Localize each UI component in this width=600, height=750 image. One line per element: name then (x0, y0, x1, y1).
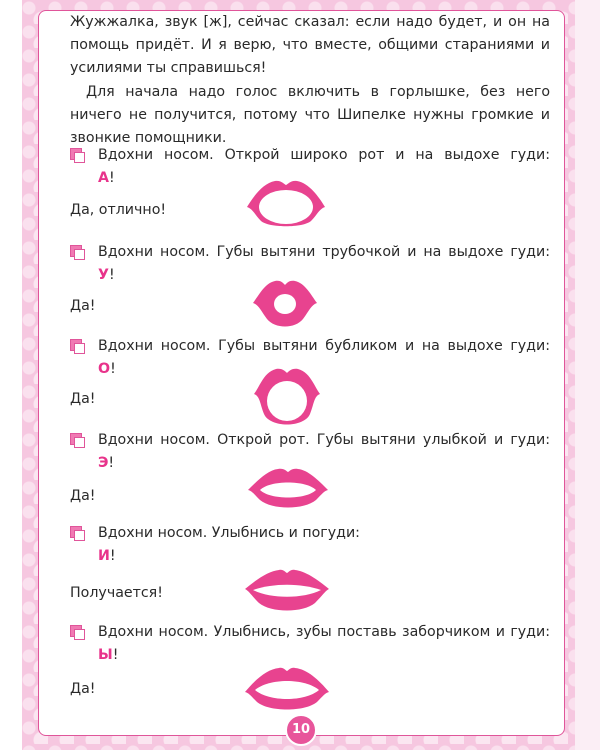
exercise-instruction: Вдохни носом. Губы вытяни трубочкой и на выдохе гуди: (98, 244, 550, 260)
exercise-instruction: Вдохни носом. Открой широко рот и на выдохе гуди: (98, 147, 550, 163)
exercise-reply: Да! (70, 298, 96, 314)
tube-lips-icon (251, 277, 319, 329)
exercise-bullet-icon (70, 433, 85, 448)
exercise-item: Вдохни носом. Улыбнись и погуди: И! (70, 522, 550, 568)
page-number-badge: 10 (285, 714, 317, 746)
exercise-item: Вдохни носом. Губы вытяни бубликом и на выдохе гуди: О! (70, 335, 550, 381)
exercise-bullet-icon (70, 245, 85, 260)
round-lips-icon (252, 364, 322, 432)
exercise-reply: Да! (70, 681, 96, 697)
exercise-item: Вдохни носом. Улыбнись, зубы поставь заборчиком и гуди: Ы! (70, 621, 550, 667)
smile-open-lips-icon (246, 466, 330, 510)
exercise-reply: Получается! (70, 585, 163, 601)
exercise-item: Вдохни носом. Открой широко рот и на выдохе гуди: А! (70, 144, 550, 190)
sound-letter: Э (98, 455, 109, 471)
sound-letter: У (98, 267, 109, 283)
exercise-instruction: Вдохни носом. Улыбнись и погуди: (98, 525, 360, 541)
exercise-bullet-icon (70, 526, 85, 541)
exercise-reply: Да! (70, 488, 96, 504)
exercise-bullet-icon (70, 625, 85, 640)
exercise-reply: Да, отлично! (70, 202, 167, 218)
page-edge (575, 0, 600, 750)
intro-paragraph-2: Для начала надо голос включить в горлышке, без него ничего не получится, потому что Шипелке нужны громкие и звонкие помощники. (70, 84, 550, 146)
sound-letter: Ы (98, 647, 113, 663)
exercise-instruction: Вдохни носом. Губы вытяни бубликом и на выдохе гуди: (98, 338, 550, 354)
smile-lips-icon (243, 567, 331, 613)
sound-letter: О (98, 361, 111, 377)
exercise-bullet-icon (70, 339, 85, 354)
exercise-item: Вдохни носом. Губы вытяни трубочкой и на выдохе гуди: У! (70, 241, 550, 287)
intro-paragraph-1: Жужжалка, звук [ж], сейчас сказал: если надо будет, и он на помощь придёт. И я верю, что вместе, общими стараниями и усилиями ты справишься! (70, 14, 550, 76)
exercise-reply: Да! (70, 391, 96, 407)
exercise-instruction: Вдохни носом. Открой рот. Губы вытяни улыбкой и гуди: (98, 432, 550, 448)
exercise-instruction: Вдохни носом. Улыбнись, зубы поставь заборчиком и гуди: (98, 624, 550, 640)
fence-smile-lips-icon (243, 664, 331, 712)
sound-letter: И (98, 548, 110, 564)
wide-open-mouth-lips-icon (245, 177, 327, 229)
sound-letter: А (98, 170, 109, 186)
exercise-item: Вдохни носом. Открой рот. Губы вытяни улыбкой и гуди: Э! (70, 429, 550, 475)
exercise-bullet-icon (70, 148, 85, 163)
